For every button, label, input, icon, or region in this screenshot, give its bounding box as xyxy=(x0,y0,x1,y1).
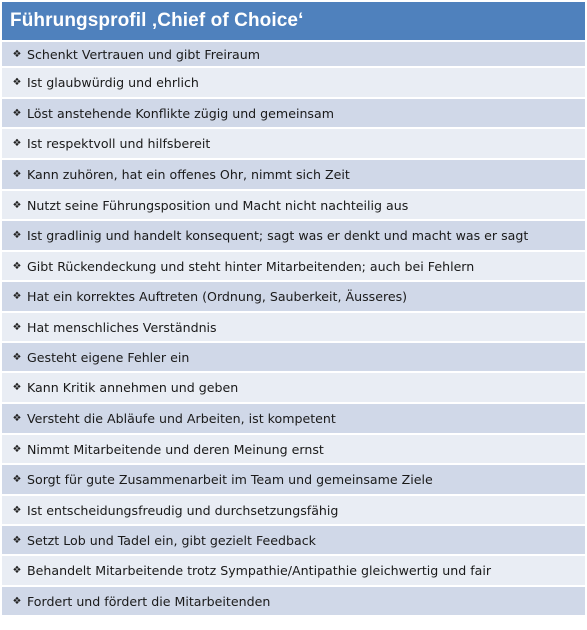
four-diamond-bullet-icon: ❖ xyxy=(12,107,22,119)
list-item-label: Sorgt für gute Zusammenarbeit im Team und gemeinsame Ziele xyxy=(27,472,433,487)
list-item-label: Nimmt Mitarbeitende und deren Meinung ernst xyxy=(27,441,324,457)
list-item-label: Nutzt seine Führungsposition und Macht nicht nachteilig aus xyxy=(27,197,409,213)
four-diamond-bullet-icon: ❖ xyxy=(12,291,22,302)
four-diamond-bullet-icon: ❖ xyxy=(12,230,22,241)
list-item xyxy=(2,127,585,158)
list-item-label: Versteht die Abläufe und Arbeiten, ist kompetent xyxy=(27,411,336,426)
four-diamond-bullet-icon: ❖ xyxy=(12,534,22,546)
list-item-label: Hat menschliches Verständnis xyxy=(27,319,217,335)
four-diamond-bullet-icon: ❖ xyxy=(12,48,22,60)
list-item xyxy=(2,97,585,127)
four-diamond-bullet-icon: ❖ xyxy=(12,504,22,516)
list-item xyxy=(2,219,585,250)
list-item xyxy=(2,189,585,219)
list-item-label: Gesteht eigene Fehler ein xyxy=(27,349,190,365)
list-item xyxy=(2,341,585,371)
four-diamond-bullet-icon: ❖ xyxy=(12,413,22,424)
four-diamond-bullet-icon: ❖ xyxy=(12,595,22,607)
list-item-label: Ist glaubwürdig und ehrlich xyxy=(27,75,199,90)
list-item-label: Hat ein korrektes Auftreten (Ordnung, Sauberkeit, Äusseres) xyxy=(27,289,408,304)
table-header-title: Führungsprofil ‚Chief of Choice‘ xyxy=(2,2,585,40)
list-item-label: Ist respektvoll und hilfsbereit xyxy=(27,136,211,151)
list-item-label: Fordert und fördert die Mitarbeitenden xyxy=(27,593,271,609)
list-item xyxy=(2,311,585,341)
list-item-label: Löst anstehende Konflikte zügig und gemeinsam xyxy=(27,105,334,121)
list-item xyxy=(2,402,585,433)
list-item xyxy=(2,494,585,524)
leadership-profile-table xyxy=(2,2,585,628)
four-diamond-bullet-icon: ❖ xyxy=(12,169,22,180)
list-item xyxy=(2,40,585,66)
list-item-label: Schenkt Vertrauen und gibt Freiraum xyxy=(27,46,260,62)
four-diamond-bullet-icon: ❖ xyxy=(12,138,22,149)
list-item xyxy=(2,524,585,554)
list-item xyxy=(2,158,585,189)
four-diamond-bullet-icon: ❖ xyxy=(12,321,22,333)
list-item xyxy=(2,585,585,615)
list-item xyxy=(2,463,585,494)
four-diamond-bullet-icon: ❖ xyxy=(12,260,22,272)
list-item-label: Setzt Lob und Tadel ein, gibt gezielt Feedback xyxy=(27,532,316,548)
four-diamond-bullet-icon: ❖ xyxy=(12,443,22,455)
list-item xyxy=(2,433,585,463)
list-item xyxy=(2,371,585,402)
list-item-label: Ist entscheidungsfreudig und durchsetzungsfähig xyxy=(27,502,339,518)
list-item-label: Behandelt Mitarbeitende trotz Sympathie/Antipathie gleichwertig und fair xyxy=(27,563,492,578)
list-item-label: Kann zuhören, hat ein offenes Ohr, nimmt sich Zeit xyxy=(27,167,350,182)
four-diamond-bullet-icon: ❖ xyxy=(12,351,22,363)
list-item-label: Kann Kritik annehmen und geben xyxy=(27,380,239,395)
list-item xyxy=(2,66,585,97)
four-diamond-bullet-icon: ❖ xyxy=(12,474,22,485)
list-item-label: Gibt Rückendeckung und steht hinter Mitarbeitenden; auch bei Fehlern xyxy=(27,258,475,274)
four-diamond-bullet-icon: ❖ xyxy=(12,77,22,88)
list-item xyxy=(2,280,585,311)
profile-item-list xyxy=(2,40,585,615)
four-diamond-bullet-icon: ❖ xyxy=(12,382,22,393)
list-item xyxy=(2,250,585,280)
list-item-label: Ist gradlinig und handelt konsequent; sagt was er denkt und macht was er sagt xyxy=(27,228,529,243)
four-diamond-bullet-icon: ❖ xyxy=(12,199,22,211)
four-diamond-bullet-icon: ❖ xyxy=(12,565,22,576)
list-item xyxy=(2,554,585,585)
